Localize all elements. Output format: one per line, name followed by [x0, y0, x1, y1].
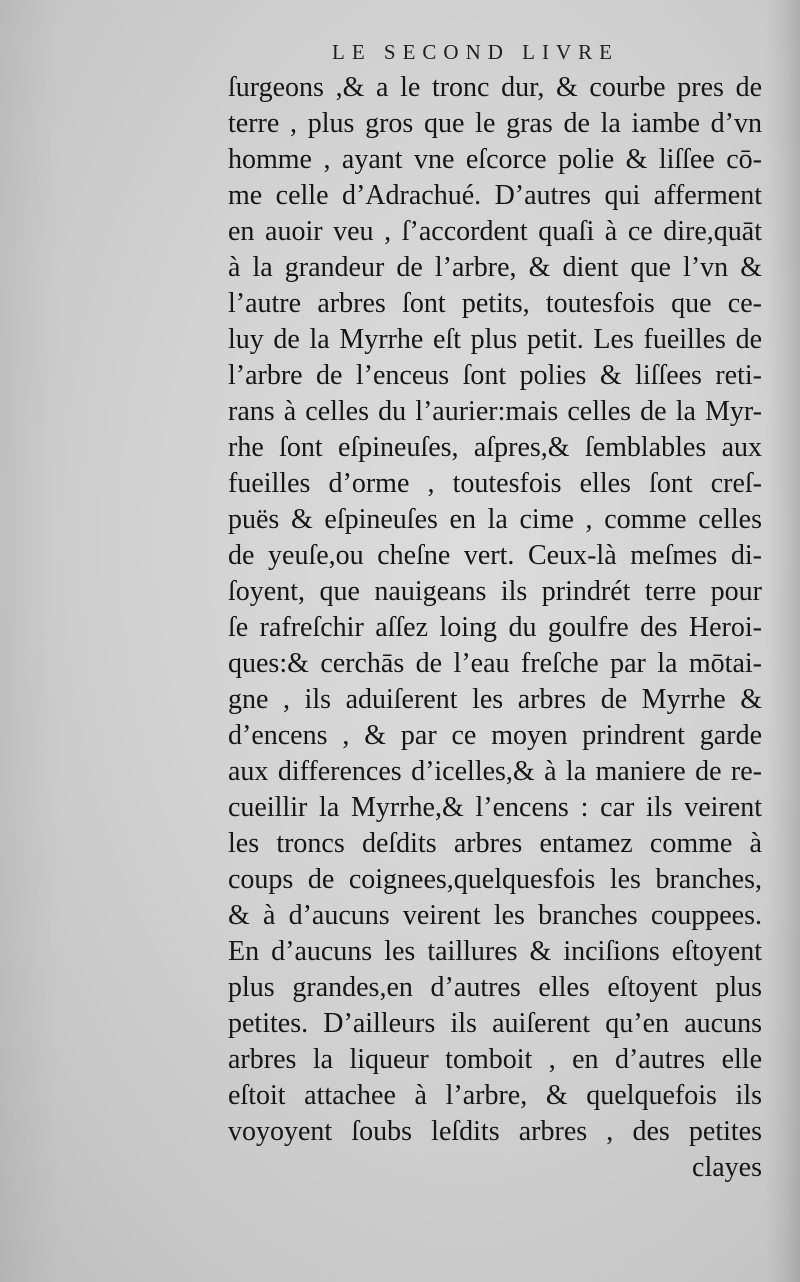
page-edge-shadow: [766, 0, 800, 1282]
text-line-18: gne , ils aduiſerent les arbres de Myrrhe &: [228, 684, 762, 715]
text-line-30: voyoyent ſoubs leſdits arbres , des petites: [228, 1116, 762, 1147]
running-head: LE SECOND LIVRE: [332, 40, 619, 64]
text-line-24: & à d’aucuns veirent les branches couppees.: [228, 900, 762, 931]
text-line-27: petites. D’ailleurs ils auiſerent qu’en aucuns: [228, 1008, 762, 1039]
text-line-9: l’arbre de l’enceus ſont polies & liſſees reti-: [228, 360, 762, 391]
text-line-10: rans à celles du l’aurier:mais celles de la Myr-: [228, 396, 762, 427]
text-line-6: à la grandeur de l’arbre, & dient que l’vn &: [228, 252, 762, 283]
text-line-22: les troncs deſdits arbres entamez comme à: [228, 828, 762, 859]
text-line-21: cueillir la Myrrhe,& l’encens : car ils veirent: [228, 792, 762, 823]
text-line-7: l’autre arbres ſont petits, toutesfois que ce-: [228, 288, 762, 319]
text-line-13: puës & eſpineuſes en la cime , comme celles: [228, 504, 762, 535]
text-line-2: terre , plus gros que le gras de la iambe d’vn: [228, 108, 762, 139]
page-left-shadow: [0, 0, 60, 1282]
text-line-17: ques:& cerchās de l’eau freſche par la mōtai-: [228, 648, 762, 679]
text-line-11: rhe ſont eſpineuſes, aſpres,& ſemblables aux: [228, 432, 762, 463]
text-line-5: en auoir veu , ſ’accordent quaſi à ce dire,quāt: [228, 216, 762, 247]
text-line-16: ſe rafreſchir aſſez loing du goulfre des Heroi-: [228, 612, 762, 643]
text-line-19: d’encens , & par ce moyen prindrent garde: [228, 720, 762, 751]
text-block: [228, 70, 762, 1186]
text-line-29: eſtoit attachee à l’arbre, & quelquefois ils: [228, 1080, 762, 1111]
text-line-25: En d’aucuns les taillures & inciſions eſtoyent: [228, 936, 762, 967]
text-line-26: plus grandes,en d’autres elles eſtoyent plus: [228, 972, 762, 1003]
text-line-4: me celle d’Adrachué. D’autres qui afferment: [228, 180, 762, 211]
text-line-20: aux differences d’icelles,& à la maniere de re-: [228, 756, 762, 787]
text-line-12: fueilles d’orme , toutesfois elles ſont creſ-: [228, 468, 762, 499]
text-line-1: ſurgeons ,& a le tronc dur, & courbe pres de: [228, 72, 762, 103]
text-line-28: arbres la liqueur tomboit , en d’autres elle: [228, 1044, 762, 1075]
text-line-8: luy de la Myrrhe eſt plus petit. Les fueilles de: [228, 324, 762, 355]
text-line-15: ſoyent, que nauigeans ils prindrét terre pour: [228, 576, 762, 607]
text-line-23: coups de coignees,quelquesfois les branches,: [228, 864, 762, 895]
catchword: clayes: [692, 1152, 762, 1183]
text-line-14: de yeuſe,ou cheſne vert. Ceux-là meſmes di-: [228, 540, 762, 571]
text-line-3: homme , ayant vne eſcorce polie & liſſee cō-: [228, 144, 762, 175]
